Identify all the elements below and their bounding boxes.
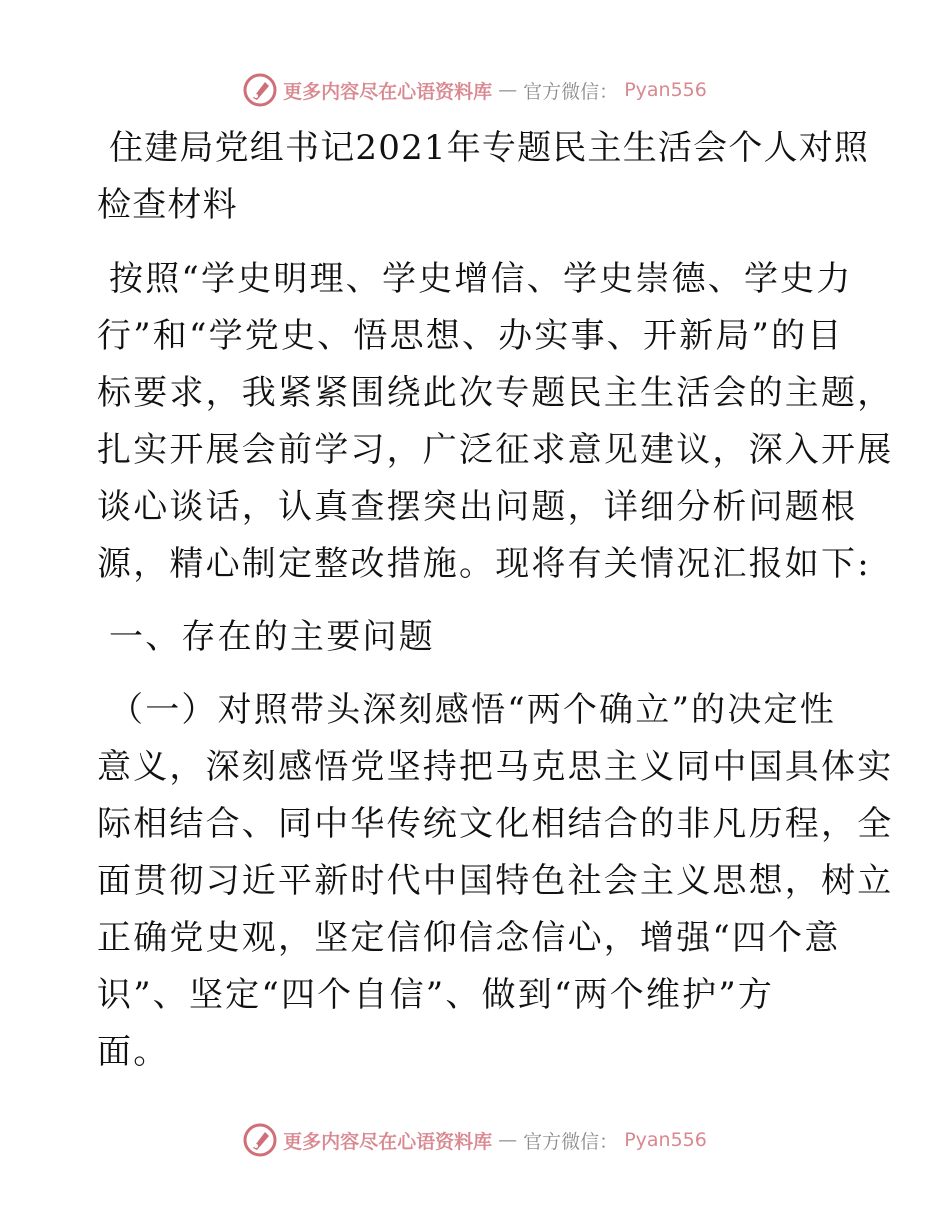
paragraph-line: 意义，深刻感悟党坚持把马克思主义同中国具体实 (97, 747, 894, 787)
section-heading: 一、存在的主要问题 (109, 617, 435, 657)
pen-nib-logo-icon (243, 1123, 277, 1157)
watermark-text: 更多内容尽在心语资料库 (283, 80, 493, 103)
paragraph-line: 扎实开展会前学习，广泛征求意见建议，深入开展 (97, 430, 894, 470)
document-title (97, 120, 870, 234)
watermark-wechat-id: Pyan556 (624, 1129, 707, 1151)
watermark-text: 更多内容尽在心语资料库 (283, 1130, 493, 1153)
intro-paragraph (97, 251, 894, 593)
paragraph-line: 面贯彻习近平新时代中国特色社会主义思想，树立 (97, 861, 894, 901)
paragraph-line: 标要求，我紧紧围绕此次专题民主生活会的主题， (97, 373, 894, 413)
paragraph-line: 识”、坚定“四个自信”、做到“两个维护”方 (97, 975, 775, 1015)
subsection-paragraph (97, 682, 894, 1081)
watermark-dash: — (498, 1129, 518, 1151)
paragraph-line: 按照“学史明理、学史增信、学史崇德、学史力 (109, 259, 853, 299)
watermark-header (0, 70, 950, 110)
paragraph-line: （一）对照带头深刻感悟“两个确立”的决定性 (109, 690, 836, 730)
document-body (97, 120, 894, 1081)
paragraph-line: 际相结合、同中华传统文化相结合的非凡历程，全 (97, 804, 894, 844)
title-line: 检查材料 (97, 185, 238, 225)
paragraph-line: 源，精心制定整改措施。现将有关情况汇报如下: (97, 544, 871, 584)
watermark-wechat-id: Pyan556 (624, 79, 707, 101)
watermark-dash: — (498, 79, 518, 101)
watermark-footer (0, 1120, 950, 1160)
paragraph-line: 行”和“学党史、悟思想、办实事、开新局”的目 (97, 316, 844, 356)
paragraph-line: 面。 (97, 1032, 170, 1072)
pen-nib-logo-icon (243, 73, 277, 107)
paragraph-line: 正确党史观，坚定信仰信念信心，增强“四个意 (97, 918, 841, 958)
paragraph-line: 谈心谈话，认真查摆突出问题，详细分析问题根 (97, 487, 858, 527)
watermark-wechat-label: 官方微信： (523, 1130, 619, 1153)
watermark-wechat-label: 官方微信： (523, 80, 619, 103)
title-line: 住建局党组书记2021年专题民主生活会个人对照 (109, 128, 870, 168)
